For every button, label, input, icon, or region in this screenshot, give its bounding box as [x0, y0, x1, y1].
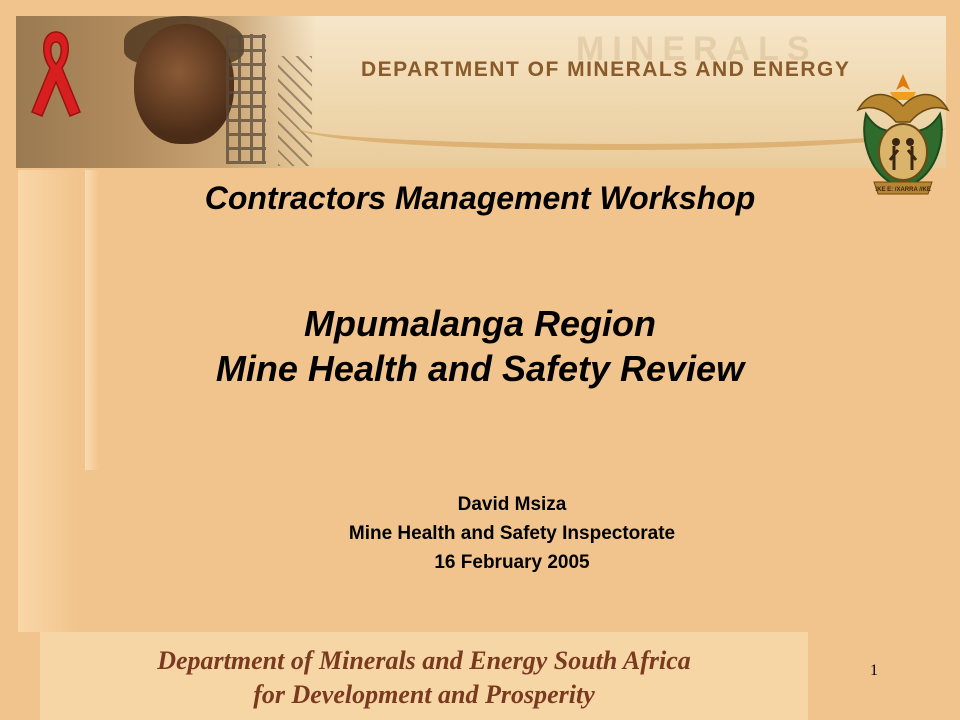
footer-line2: for Development and Prosperity — [253, 680, 595, 709]
review-title-line2: Mine Health and Safety Review — [215, 348, 745, 389]
presenter-block — [0, 490, 960, 577]
banner-wave — [296, 104, 946, 150]
banner-photo-face — [134, 24, 234, 144]
footer-band — [40, 632, 808, 720]
footer-text — [40, 644, 808, 712]
coat-motto: !KE E: /XARRA //KE — [875, 187, 931, 193]
banner-title: DEPARTMENT OF MINERALS AND ENERGY — [361, 58, 851, 81]
presenter-department: Mine Health and Safety Inspectorate — [348, 523, 676, 544]
footer-line1: Department of Minerals and Energy South Africa — [157, 646, 691, 675]
aids-ribbon-icon — [26, 24, 86, 124]
review-title-line1: Mpumalanga Region — [303, 303, 657, 344]
header-banner — [16, 16, 946, 168]
presenter-name: David Msiza — [457, 494, 567, 515]
workshop-title: Contractors Management Workshop — [204, 180, 756, 216]
banner-watermark: MINERALS — [576, 30, 818, 68]
presentation-date: 16 February 2005 — [434, 552, 590, 573]
slide-number: 1 — [870, 662, 878, 679]
mine-headframe — [226, 34, 266, 164]
review-title — [0, 301, 960, 391]
